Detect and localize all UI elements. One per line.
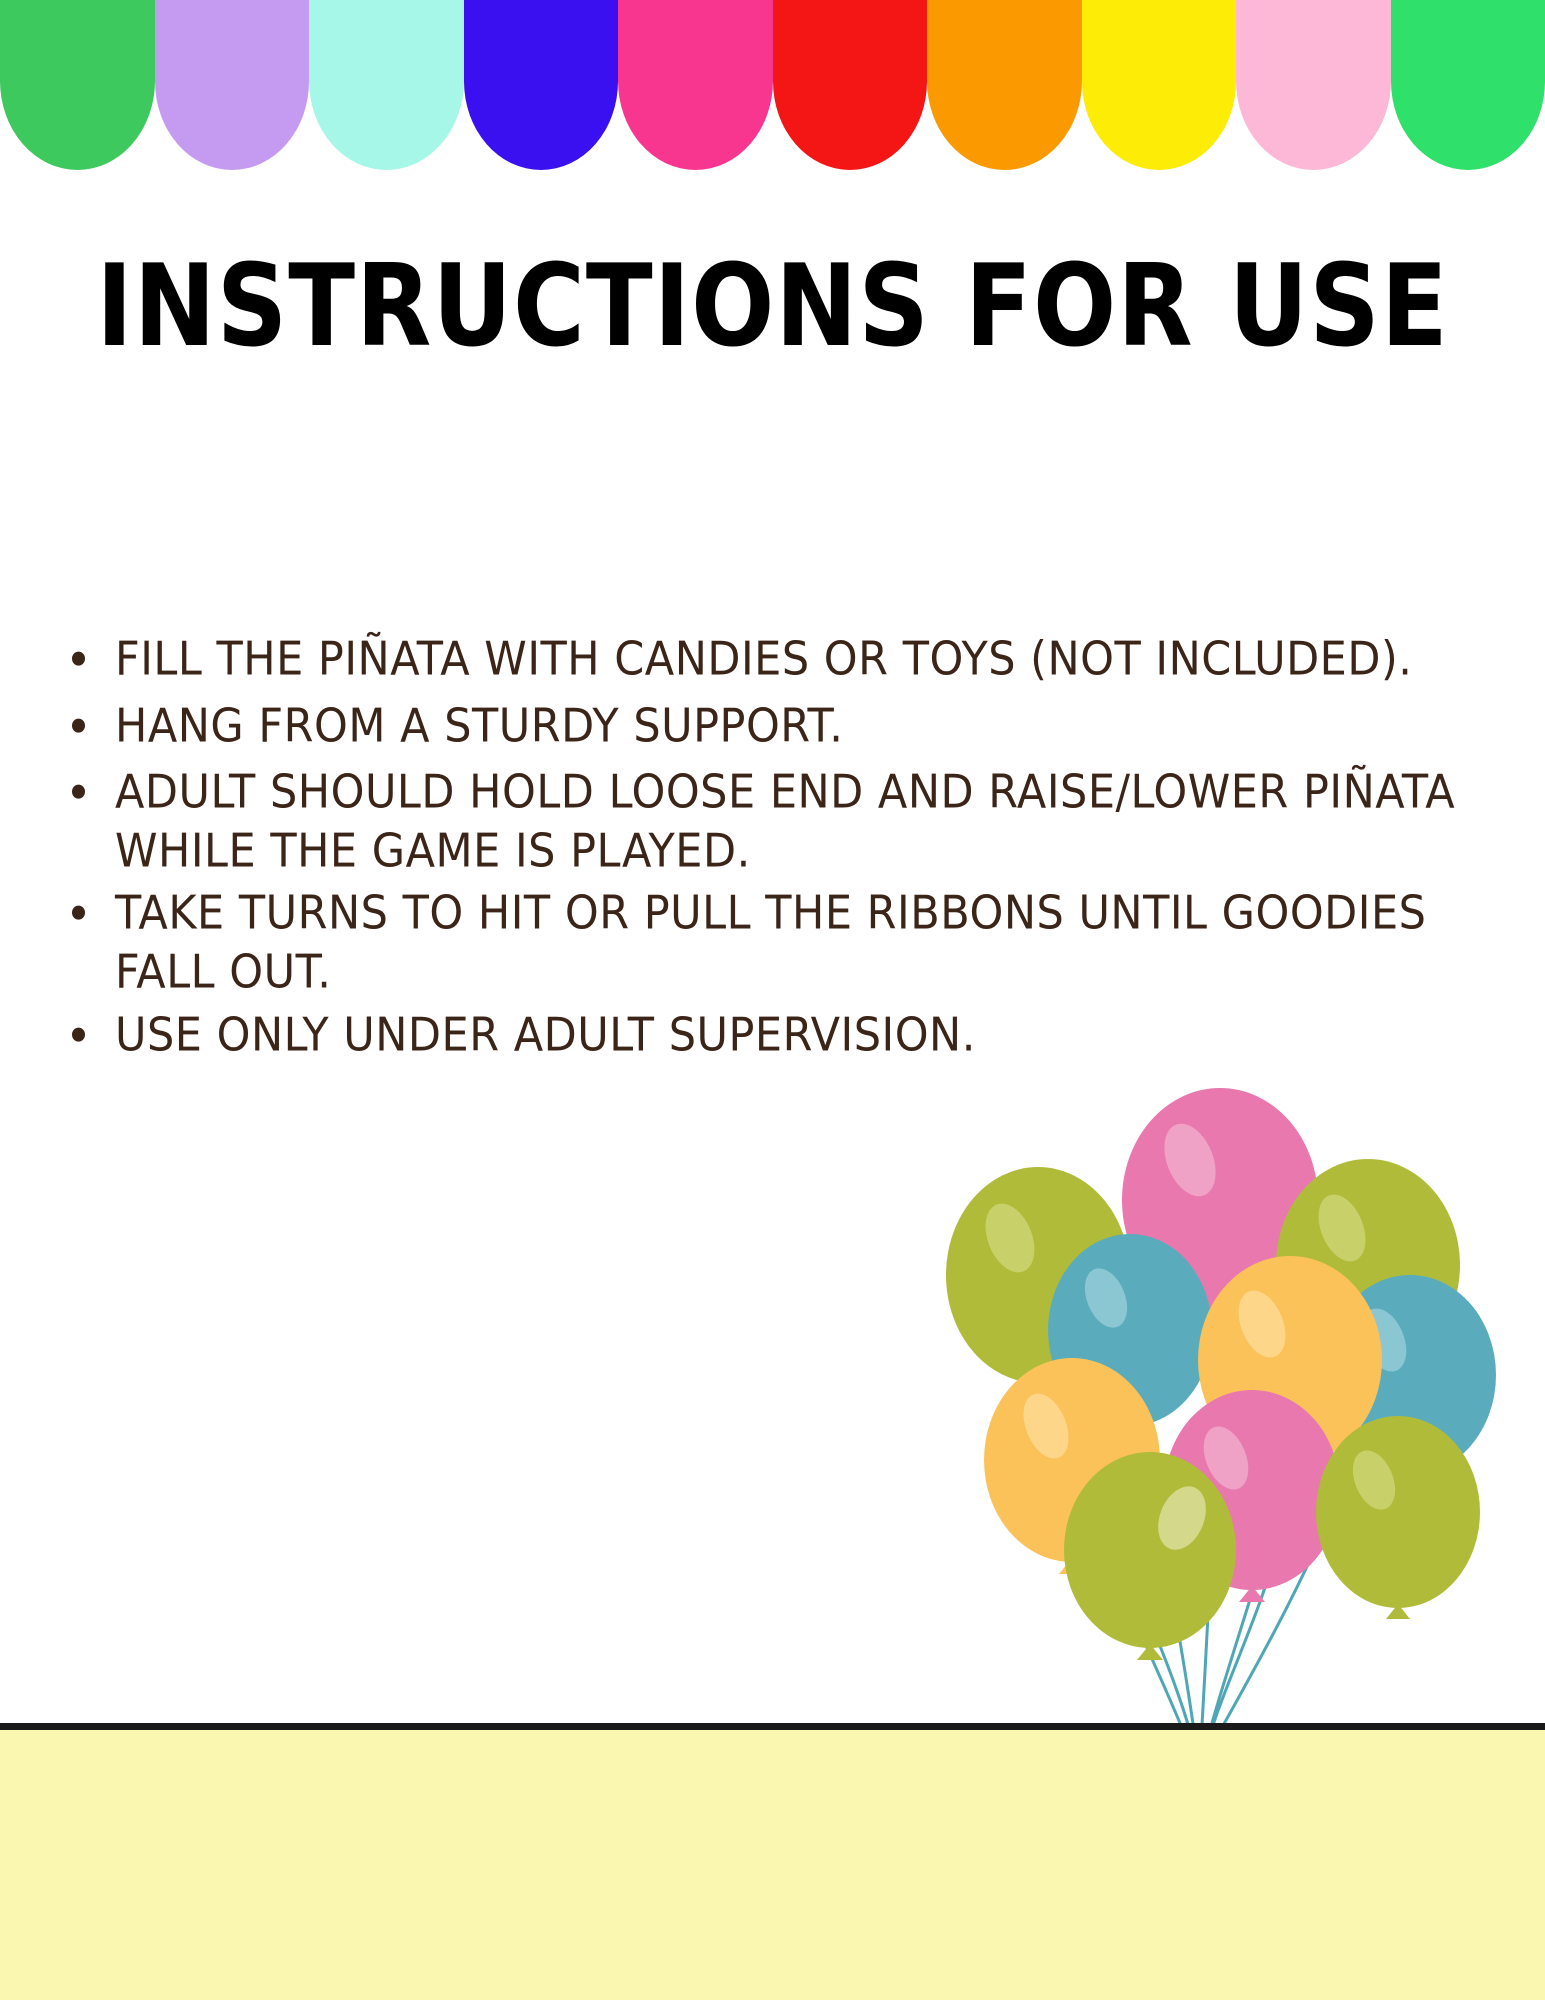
balloon-olive-lower-right: [1316, 1416, 1480, 1608]
list-item: [60, 884, 1480, 1002]
list-item: [60, 630, 1480, 689]
bullet-icon: [72, 906, 85, 920]
instruction-text: HANG FROM A STURDY SUPPORT.: [115, 698, 844, 753]
scallop-segment-1: [0, 0, 155, 170]
scallop-segment-5: [618, 0, 773, 170]
instruction-text: FILL THE PIÑATA WITH CANDIES OR TOYS (NOT INCLUDED).: [115, 632, 1413, 687]
scallop-segment-10: [1391, 0, 1545, 170]
scallop-segment-6: [773, 0, 928, 170]
list-item: [60, 697, 1480, 756]
instructions-list: [60, 630, 1480, 1072]
bullet-icon: [72, 785, 85, 799]
scallop-segment-4: [464, 0, 619, 170]
instruction-text: TAKE TURNS TO HIT OR PULL THE RIBBONS UNTIL GOODIES FALL OUT.: [115, 886, 1427, 1000]
instruction-text: ADULT SHOULD HOLD LOOSE END AND RAISE/LOWER PIÑATA WHILE THE GAME IS PLAYED.: [115, 765, 1456, 879]
balloon-olive-front: [1064, 1452, 1236, 1648]
bottom-color-band: [0, 1723, 1545, 2000]
bullet-icon: [72, 1027, 85, 1041]
scallop-banner: [0, 0, 1545, 170]
page-title: INSTRUCTIONS FOR USE: [96, 240, 1449, 373]
scallop-segment-3: [309, 0, 464, 170]
scallop-segment-2: [155, 0, 310, 170]
list-item: [60, 763, 1480, 881]
scallop-segment-9: [1236, 0, 1391, 170]
bullet-icon: [72, 652, 85, 666]
bullet-icon: [72, 718, 85, 732]
scallop-segment-7: [927, 0, 1082, 170]
scallop-segment-8: [1082, 0, 1237, 170]
instruction-text: USE ONLY UNDER ADULT SUPERVISION.: [115, 1007, 976, 1062]
list-item: [60, 1006, 1480, 1065]
